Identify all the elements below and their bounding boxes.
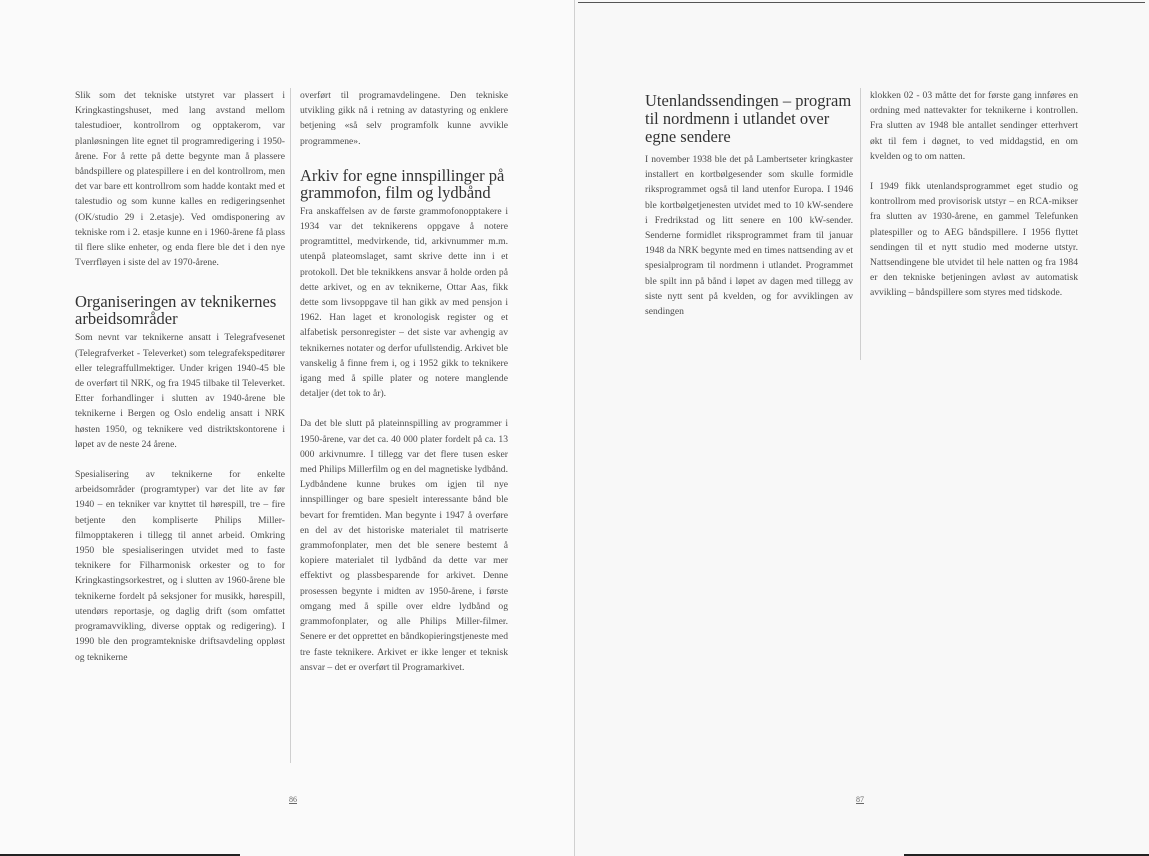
column-rule	[860, 88, 861, 360]
paragraph: Som nevnt var teknikerne ansatt i Telegrafvesenet (Telegrafverket - Televerket) som telegrafekspeditører eller telegraffullmektiger. Under krigen 1940-45 ble de overført til NRK, og fra 1945 tilbake til Televerket. Etter forhandlinger i slutten av 1940-årene ble teknikerne i Bergen og Oslo endelig ansatt i NRK høsten 1950, og teknikere ved distriktskontorene i løpet av de neste 24 årene.	[75, 332, 285, 450]
paragraph: I november 1938 ble det på Lambertseter kringkaster installert en kortbølgesender som skulle formidle riksprogrammet også til land utenfor Europa. I 1946 ble kortbølgetjenesten utvidet med to 10 kW-sendere i Fredrikstad og litt senere en 100 kW-sender. Senderne formidlet riksprogrammet fram til januar 1948 da NRK begynte med en times nattsending av et spesialprogram til nordmenn i utlandet. Programmet ble spilt inn på bånd i løpet av dagen med tillegg av siste nytt sent på kvelden, og for avviklingen av sendingen	[645, 154, 853, 318]
right-page-column-1	[645, 92, 853, 334]
paragraph: Da det ble slutt på plateinnspilling av programmer i 1950-årene, var det ca. 40 000 plater fordelt på ca. 13 000 arkivnumre. I tillegg var det flere tusen esker med Philips Millerfilm og en del magnetiske lydbånd. Lydbåndene kunne brukes om igjen til nye innspillinger og bare spesielt interessante bånd ble bevart for fremtiden. Man begynte i 1947 å overføre en del av det historiske materialet til matriserte grammofonplater, men det ble senere bestemt å kopiere materialet til lydbånd da dette var mer effektivt og plassbesparende for arkivet. Denne prosessen begynte i midten av 1950-årene, i første omgang med å spille over eldre lydbånd og grammofonplater, og alle Philips Miller-filmer. Senere er det opprettet en båndkopieringstjeneste med tre faste teknikere. Arkivet er ikke lenger et teknisk ansvar – det er overført til Programarkivet.	[300, 418, 508, 673]
column-rule	[290, 88, 291, 763]
paragraph: Fra anskaffelsen av de første grammofonopptakere i 1934 var det teknikerens oppgave å notere programtittel, medvirkende, tid, arkivnummer m.m. utenpå plateomslaget, samt skrive dette inn i et protokoll. Det ble teknikkens ansvar å holde orden på dette arkivet, og en av teknikerne, Ottar Aas, fikk dette som livsoppgave til han gikk av med pensjon i 1962. Han laget et kronologisk register og et alfabetisk personregister – det siste var avhengig av teknikernes notater og derfor ufullstendig. Arkivet ble vanskelig å finne frem i, og i 1952 gikk to teknikere igang med å spille plater og notere manglende detaljer (det tok to år).	[300, 205, 508, 400]
paragraph: Slik som det tekniske utstyret var plassert i Kringkastingshuset, med lang avstand mellom talestudioer, kontrollrom og opptakerom, var planløsningen lite egnet til programredigering i 1950-årene. For å rette på dette begynte man å plassere båndspillere og platespillere i en del kontrollrom, men det var bare ett kontrollrom som hadde kontakt med et talestudio og som kunne kalles en redigeringsenhet (OK/studio 29 i 2.etasje). Ved omdisponering av tekniske rom i 2. etasje kunne en i 1960-årene få plass til flere slike enheter, og enda flere ble det i den nye Tverrfløyen i siste del av 1970-årene.	[75, 90, 285, 269]
left-page-column-1	[75, 88, 285, 680]
paragraph: Spesialisering av teknikerne for enkelte arbeidsområder (programtyper) var det lite av før 1940 – en tekniker var knyttet til hørespill, tre – fire betjente den kompliserte Philips Miller-filmopptakeren i tillegg til annet arbeid. Omkring 1950 ble spesialiseringen utvidet med to faste teknikere for Filharmonisk orkester og to for Kringkastingsorkestret, og i slutten av 1960-årene ble teknikerne fordelt på seksjoner for musikk, hørespill, utendørs reportasje, og daglig drift (som omfattet programavvikling, diverse opptak og redigering). I 1990 ble den programtekniske driftsavdeling oppløst og teknikerne	[75, 469, 285, 663]
section-heading-foreign-broadcast: Utenlandssendingen – program til nordmenn i utlandet over egne sendere	[645, 91, 852, 146]
top-edge-line	[578, 2, 1145, 3]
section-heading-archive: Arkiv for egne innspillinger på grammofon, film og lydbånd	[300, 165, 505, 202]
paragraph: overført til programavdelingene. Den tekniske utvikling gikk nå i retning av datastyring og enklere betjening «så selv programfolk kunne avvikle programmene».	[300, 90, 508, 147]
section-heading-organization: Organiseringen av teknikernes arbeidsområder	[75, 292, 277, 329]
left-page-column-2	[300, 88, 508, 690]
page-number-right: 87	[856, 795, 864, 804]
book-spine	[574, 0, 575, 856]
right-page-column-2	[870, 88, 1078, 316]
paragraph: I 1949 fikk utenlandsprogrammet eget studio og kontrollrom med provisorisk utstyr – en RCA-mikser fra slutten av 1930-årene, en gammel Telefunken platespiller og to AEG båndspillere. I 1956 flyttet sendingen til et nytt studio med moderne utstyr. Nattsendingene ble utvidet til hele natten og fra 1984 er den tekniske betjeningen avløst av automatisk avvikling – båndspillere som styres med tidskode.	[870, 181, 1078, 299]
paragraph: klokken 02 - 03 måtte det for første gang innføres en ordning med nattevakter for teknikerne i kontrollen. Fra slutten av 1948 ble antallet sendinger etterhvert økt til fem i døgnet, to ved middagstid, en om kvelden og to om natten.	[870, 90, 1078, 162]
page-number-left: 86	[289, 795, 297, 804]
